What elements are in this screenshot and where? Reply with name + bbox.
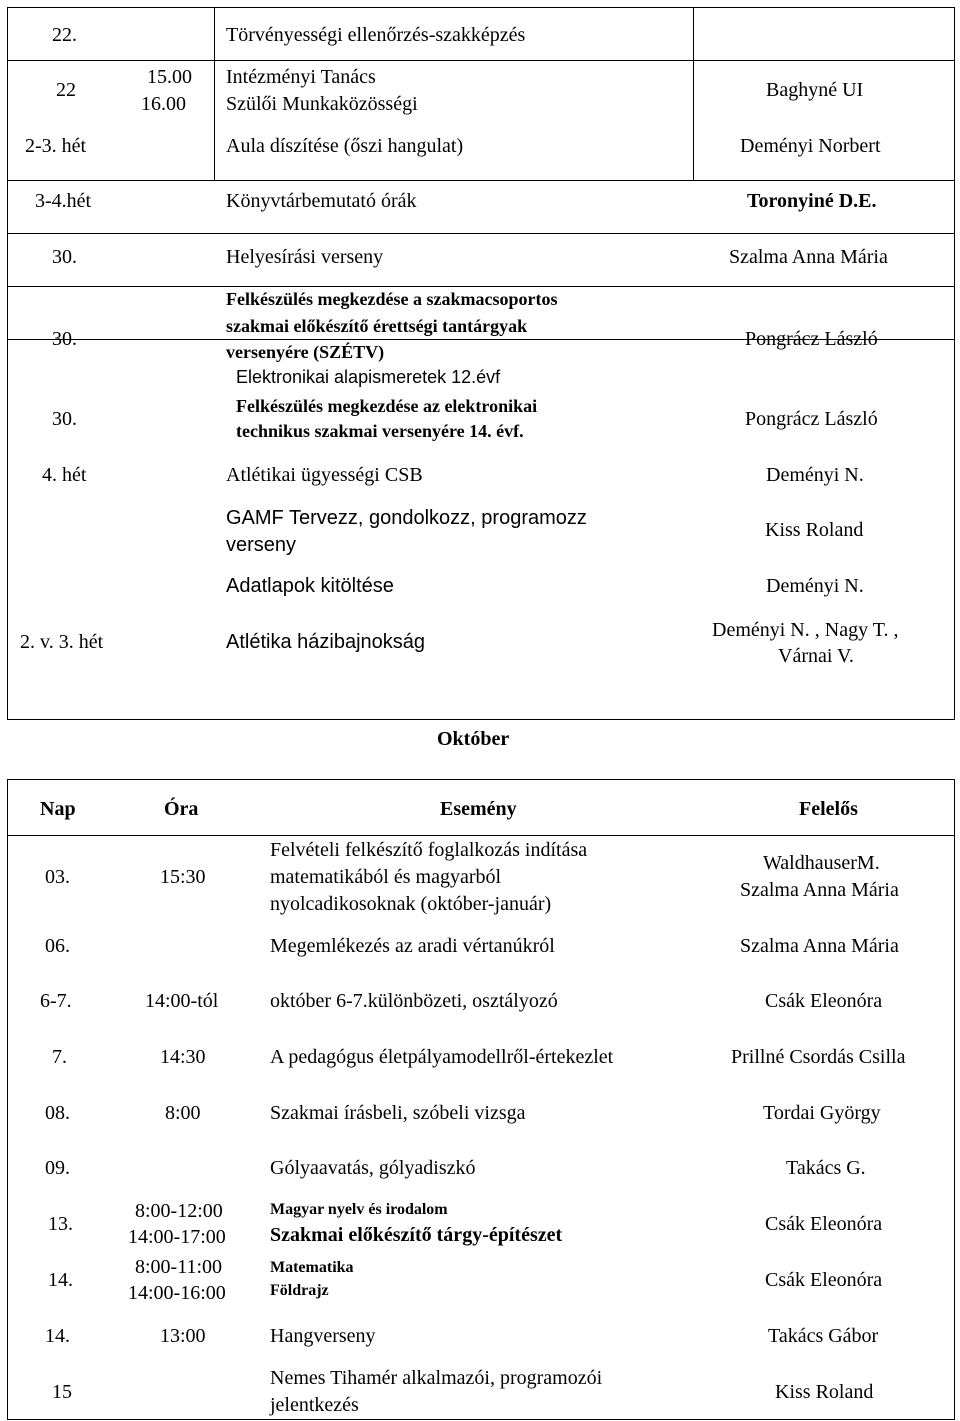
row-event: versenyére (SZÉTV) [226, 342, 385, 362]
row-owner: Deményi N. [766, 464, 864, 486]
row-owner: Várnai V. [778, 645, 854, 667]
row-event: Matematika [270, 1259, 354, 1276]
row-day: 6-7. [40, 990, 72, 1012]
row-time: 15:30 [160, 866, 206, 888]
row-event: október 6-7.különbözeti, osztályozó [270, 990, 558, 1012]
row-time: 15.00 [147, 66, 192, 88]
row-owner: Szalma Anna Mária [729, 246, 888, 268]
month-title: Október [437, 728, 510, 750]
row-time: 8:00 [165, 1102, 201, 1124]
row-event: Felvételi felkészítő foglalkozás indítása [270, 839, 588, 861]
row-time: 8:00-12:00 [135, 1200, 223, 1222]
row-event: Felkészülés megkezdése az elektronikai [236, 396, 538, 416]
header-owner: Felelős [799, 798, 858, 820]
row-date: 3-4.hét [35, 190, 92, 212]
row-owner: Pongrácz László [745, 408, 878, 430]
row-event: verseny [226, 534, 297, 556]
row-event: Felkészülés megkezdése a szakmacsoportos [226, 289, 558, 309]
row-date: 22 [56, 79, 76, 101]
row-event: Adatlapok kitöltése [226, 575, 394, 597]
row-time: 13:00 [160, 1325, 206, 1347]
row-event: Szülői Munkaközösségi [226, 93, 418, 115]
row-owner: Baghyné UI [766, 79, 864, 101]
row-time: 14:00-tól [145, 990, 219, 1012]
row-owner: Takács Gábor [768, 1325, 879, 1347]
row-date: 30. [52, 246, 77, 268]
row-event: Intézményi Tanács [226, 66, 376, 88]
row-owner: Csák Eleonóra [765, 990, 883, 1012]
row-event: nyolcadikosoknak (október-január) [270, 893, 552, 915]
row-day: 06. [45, 935, 70, 957]
row-day: 15 [52, 1381, 72, 1403]
row-owner: Csák Eleonóra [765, 1269, 883, 1291]
header-time: Óra [164, 798, 199, 820]
row-event: Magyar nyelv és irodalom [270, 1201, 448, 1218]
row-event: Szakmai írásbeli, szóbeli vizsga [270, 1102, 526, 1124]
row-date: 30. [52, 328, 77, 350]
row-date: 22. [52, 24, 77, 46]
header-day: Nap [40, 798, 76, 820]
row-date: 2-3. hét [25, 135, 87, 157]
row-owner: Prillné Csordás Csilla [731, 1046, 906, 1068]
row-event: Elektronikai alapismeretek 12.évf [236, 367, 501, 387]
row-owner: Deményi N. , Nagy T. , [712, 619, 899, 641]
row-event: szakmai előkészítő érettségi tantárgyak [226, 316, 528, 336]
row-time: 16.00 [141, 93, 186, 115]
row-day: 09. [45, 1157, 70, 1179]
row-event: Földrajz [270, 1282, 329, 1299]
row-event: Szakmai előkészítő tárgy-építészet [270, 1224, 563, 1246]
row-owner: Pongrácz László [745, 328, 878, 350]
row-date: 2. v. 3. hét [20, 631, 104, 653]
row-event: Gólyaavatás, gólyadiszkó [270, 1157, 476, 1179]
row-owner: Kiss Roland [775, 1381, 874, 1403]
row-time: 14:00-17:00 [128, 1226, 226, 1248]
row-date: 30. [52, 408, 77, 430]
row-owner: Takács G. [786, 1157, 866, 1179]
row-event: Nemes Tihamér alkalmazói, programozói [270, 1367, 603, 1389]
row-day: 13. [48, 1213, 73, 1235]
row-day: 03. [45, 866, 70, 888]
row-event: GAMF Tervezz, gondolkozz, programozz [226, 507, 587, 529]
row-event: Könyvtárbemutató órák [226, 190, 417, 212]
row-event: jelentkezés [270, 1394, 359, 1416]
row-owner: Csák Eleonóra [765, 1213, 883, 1235]
row-time: 14:00-16:00 [128, 1282, 226, 1304]
header-event: Esemény [440, 798, 517, 820]
row-event: Atlétikai ügyességi CSB [226, 464, 423, 486]
row-day: 08. [45, 1102, 70, 1124]
row-event: Hangverseny [270, 1325, 376, 1347]
row-event: A pedagógus életpályamodellről-értekezlet [270, 1046, 614, 1068]
row-day: 7. [52, 1046, 67, 1068]
row-owner: Deményi N. [766, 575, 864, 597]
row-event: matematikából és magyarból [270, 866, 502, 888]
row-event: Helyesírási verseny [226, 246, 384, 268]
row-event: Törvényességi ellenőrzés-szakképzés [226, 24, 526, 46]
row-time: 8:00-11:00 [135, 1256, 223, 1278]
row-owner: Kiss Roland [765, 519, 864, 541]
row-event: technikus szakmai versenyére 14. évf. [236, 421, 524, 441]
row-day: 14. [48, 1269, 73, 1291]
row-owner: Toronyiné D.E. [747, 190, 877, 212]
row-day: 14. [45, 1325, 70, 1347]
row-event: Megemlékezés az aradi vértanúkról [270, 935, 555, 957]
row-event: Atlétika házibajnokság [226, 631, 426, 653]
row-owner: Deményi Norbert [740, 135, 881, 157]
row-owner: Szalma Anna Mária [740, 879, 899, 901]
row-owner: Tordai György [763, 1102, 881, 1124]
row-owner: Szalma Anna Mária [740, 935, 899, 957]
row-time: 14:30 [160, 1046, 206, 1068]
row-owner: WaldhauserM. [763, 852, 880, 874]
row-date: 4. hét [42, 464, 87, 486]
row-event: Aula díszítése (őszi hangulat) [226, 135, 464, 157]
